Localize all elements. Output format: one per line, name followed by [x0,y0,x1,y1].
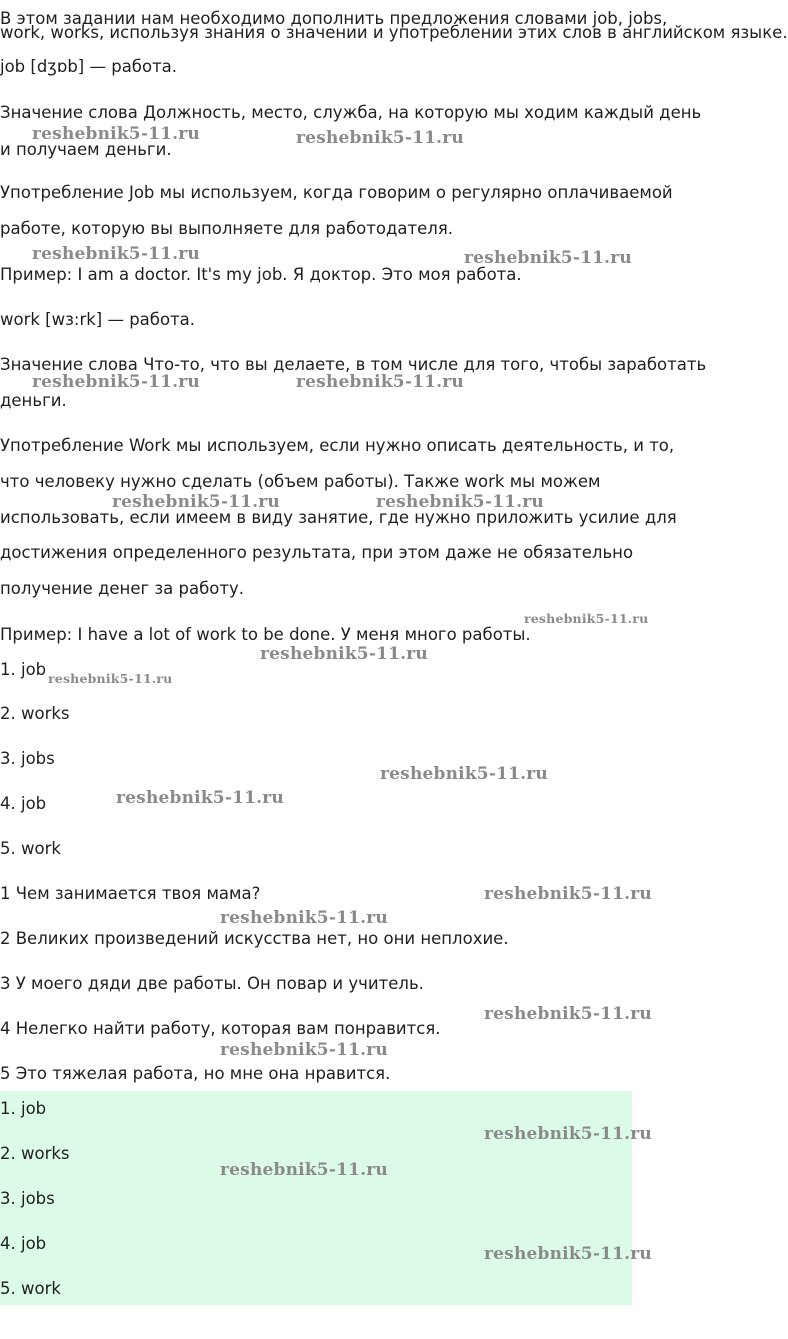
watermark: reshebnik5-11.ru [484,1244,652,1264]
work-meaning-line-1: Значение слова Что-то, что вы делаете, в том числе для того, чтобы заработать [0,355,707,374]
answer-item-4: 4. job [0,794,47,813]
work-usage-line-1: Употребление Work мы используем, если нужно описать деятельность, и то, [0,436,675,455]
watermark: reshebnik5-11.ru [380,764,548,784]
work-meaning-line-2: деньги. [0,391,67,410]
watermark: reshebnik5-11.ru [484,884,652,904]
work-example: Пример: I have a lot of work to be done. У меня много работы. [0,625,531,644]
work-heading: work [wɜ:rk] — работа. [0,310,196,329]
translation-item-3: 3 У моего дяди две работы. Он повар и учитель. [0,974,424,993]
final-answer-item-3: 3. jobs [0,1189,55,1208]
watermark: reshebnik5-11.ru [220,1160,388,1180]
watermark: reshebnik5-11.ru [32,372,200,392]
answer-item-1: 1. job [0,660,47,679]
watermark: reshebnik5-11.ru [32,244,200,264]
answer-item-5: 5. work [0,839,61,858]
job-meaning-line-2: и получаем деньги. [0,140,172,159]
watermark: reshebnik5-11.ru [220,1040,388,1060]
translation-item-5: 5 Это тяжелая работа, но мне она нравится. [0,1064,391,1083]
watermark: reshebnik5-11.ru [296,128,464,148]
translation-item-2: 2 Великих произведений искусства нет, но они неплохие. [0,929,509,948]
job-usage-line-2: работе, которую вы выполняете для работодателя. [0,219,453,238]
job-meaning-line-1: Значение слова Должность, место, служба, на которую мы ходим каждый день [0,103,702,122]
work-usage-line-5: получение денег за работу. [0,579,245,598]
watermark: reshebnik5-11.ru [220,908,388,928]
watermark: reshebnik5-11.ru [484,1004,652,1024]
watermark: reshebnik5-11.ru [116,788,284,808]
translation-item-1: 1 Чем занимается твоя мама? [0,884,261,903]
watermark: reshebnik5-11.ru [48,671,173,686]
watermark: reshebnik5-11.ru [296,372,464,392]
watermark: reshebnik5-11.ru [524,611,649,626]
intro-line-2-cut: work, works, используя знания о значении и употреблении этих слов в английском языке. [0,23,788,42]
job-usage-line-1: Употребление Job мы используем, когда говорим о регулярно оплачиваемой [0,183,673,202]
final-answer-item-2: 2. works [0,1144,70,1163]
watermark: reshebnik5-11.ru [464,248,632,268]
watermark: reshebnik5-11.ru [376,492,544,512]
watermark: reshebnik5-11.ru [32,124,200,144]
answer-item-3: 3. jobs [0,749,55,768]
intro-line-1: В этом задании нам необходимо дополнить предложения словами job, jobs, [0,9,668,28]
watermark: reshebnik5-11.ru [260,644,428,664]
final-answer-item-5: 5. work [0,1279,61,1298]
watermark: reshebnik5-11.ru [484,1124,652,1144]
final-answer-item-4: 4. job [0,1234,47,1253]
final-answer-item-1: 1. job [0,1099,47,1118]
job-heading: job [dʒɒb] — работа. [0,57,178,76]
work-usage-line-2: что человеку нужно сделать (объем работы). Также work мы можем [0,472,601,491]
watermark: reshebnik5-11.ru [112,492,280,512]
translation-item-4: 4 Нелегко найти работу, которая вам понравится. [0,1019,441,1038]
answer-item-2: 2. works [0,704,70,723]
work-usage-line-4: достижения определенного результата, при этом даже не обязательно [0,543,634,562]
job-example: Пример: I am a doctor. It's my job. Я доктор. Это моя работа. [0,265,522,284]
work-usage-line-3: использовать, если имеем в виду занятие, где нужно приложить усилие для [0,508,677,527]
